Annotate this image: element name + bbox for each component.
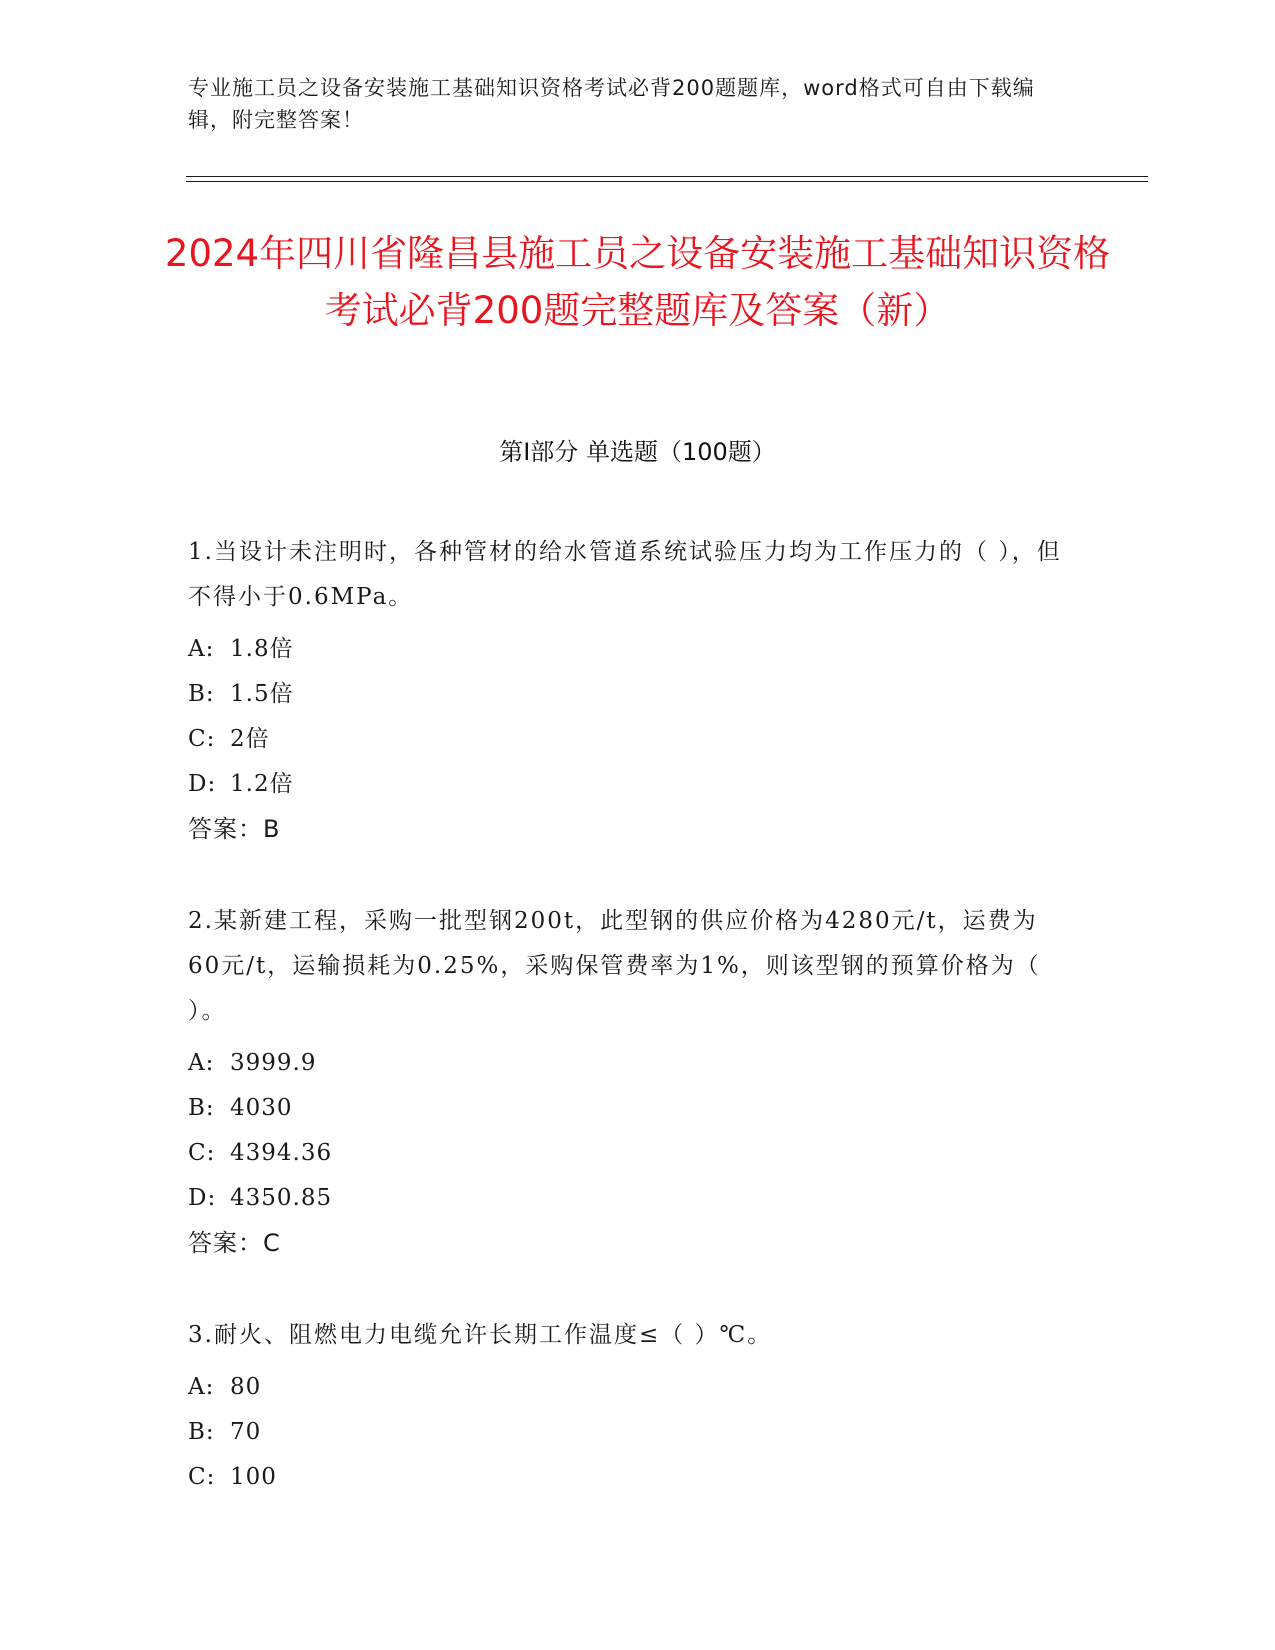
option-c (188, 1455, 1068, 1500)
option-a (188, 1365, 1068, 1410)
option-text: 3999.9 (230, 1050, 317, 1076)
question-1 (188, 530, 1068, 852)
question-list (188, 530, 1068, 1547)
document-title: 2024年四川省隆昌县施工员之设备安装施工基础知识资格考试必背200题完整题库及答案（新） (164, 232, 1111, 332)
option-text: 80 (230, 1374, 262, 1400)
question-stem: 2.某新建工程，采购一批型钢200t，此型钢的供应价格为4280元/t，运费为60元/t，运输损耗为0.25%，采购保管费率为1%，则该型钢的预算价格为（ ）。 (188, 908, 1041, 1024)
header-note: 专业施工员之设备安装施工基础知识资格考试必背200题题库，word格式可自由下载编辑，附完整答案！ (188, 76, 1035, 132)
option-text: 1.2倍 (230, 771, 294, 797)
option-text: 4394.36 (230, 1140, 333, 1166)
option-c (188, 717, 1068, 762)
option-letter: D: (188, 1185, 217, 1211)
option-letter: C: (188, 1464, 216, 1490)
option-text: 2倍 (230, 726, 270, 752)
question-stem: 1.当设计未注明时，各种管材的给水管道系统试验压力均为工作压力的（ ），但不得小于0.6MPa。 (188, 539, 1062, 610)
option-c (188, 1131, 1068, 1176)
question-stem: 3.耐火、阻燃电力电缆允许长期工作温度≤（ ）℃。 (188, 1322, 773, 1348)
option-letter: D: (188, 771, 217, 797)
option-letter: A: (188, 1374, 215, 1400)
option-text: 4350.85 (230, 1185, 333, 1211)
option-b (188, 672, 1068, 717)
option-text: 1.5倍 (230, 681, 294, 707)
option-text: 4030 (230, 1095, 293, 1121)
section-heading: 第I部分 单选题（100题） (499, 438, 776, 466)
option-d (188, 1176, 1068, 1221)
option-text: 100 (230, 1464, 277, 1490)
option-letter: B: (188, 681, 215, 707)
option-letter: A: (188, 636, 215, 662)
header-divider-top (186, 176, 1148, 177)
option-b (188, 1410, 1068, 1455)
question-3 (188, 1313, 1068, 1500)
option-text: 1.8倍 (230, 636, 294, 662)
option-letter: A: (188, 1050, 215, 1076)
answer-label: 答案：C (188, 1229, 281, 1257)
option-letter: B: (188, 1419, 215, 1445)
header-divider-bottom (186, 181, 1148, 182)
option-letter: B: (188, 1095, 215, 1121)
option-d (188, 762, 1068, 807)
question-2 (188, 899, 1068, 1266)
option-a (188, 627, 1068, 672)
option-letter: C: (188, 1140, 216, 1166)
option-letter: C: (188, 726, 216, 752)
answer-label: 答案：B (188, 815, 281, 843)
option-text: 70 (230, 1419, 262, 1445)
option-a (188, 1041, 1068, 1086)
option-b (188, 1086, 1068, 1131)
